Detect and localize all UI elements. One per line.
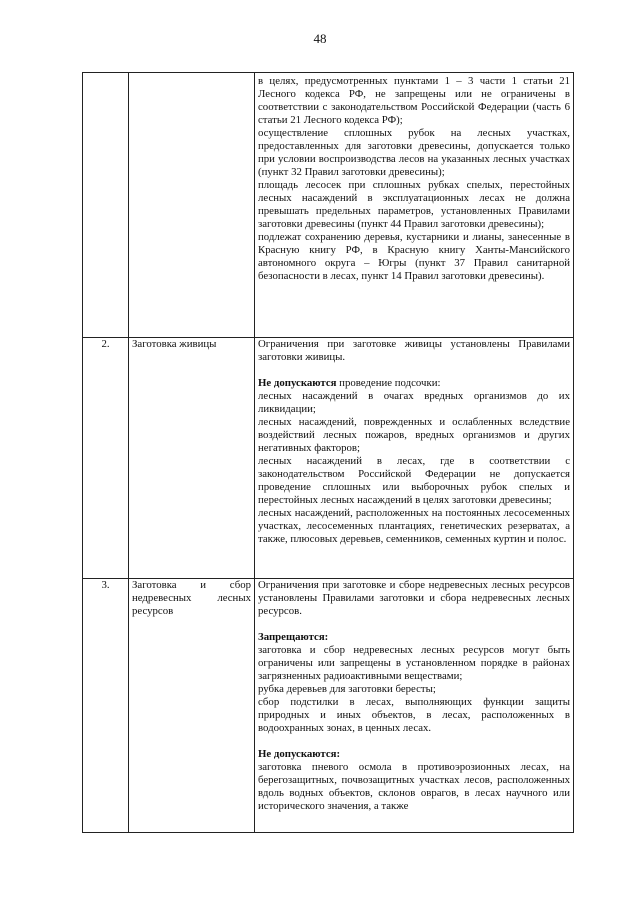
section-heading: Не допускаются:: [258, 748, 341, 760]
text-paragraph: лесных насаждений в очагах вредных организмов до их ликвидации;: [258, 390, 570, 415]
text-paragraph: заготовка пневого осмола в противоэрозионных лесах, на берегозащитных, почвозащитных участках лесов, расположенных вдоль водных объектов, склонов оврагов, в лесах научного или исторического значения, а также: [258, 761, 570, 812]
restrictions-text: [255, 338, 574, 579]
text-paragraph: рубка деревьев для заготовки бересты;: [258, 683, 436, 695]
restrictions-text: [255, 579, 574, 833]
text-paragraph: лесных насаждений, расположенных на постоянных лесосеменных участках, лесосеменных плантациях, генетических резерватах, а также, плюсовых деревьев, семенников, семенных куртин и полос.: [258, 507, 570, 545]
section-heading: Запрещаются:: [258, 631, 329, 643]
text-paragraph: подлежат сохранению деревья, кустарники и лианы, занесенные в Красную книгу РФ, в Красную книгу Ханты-Мансийского автономного округа – Югры (пункт 37 Правил санитарной безопасности в лесах, пункт 14 Правил заготовки древесины).: [258, 231, 570, 282]
activity-name: [129, 73, 255, 338]
activity-name: Заготовка и сбор недревесных лесных ресурсов: [129, 579, 255, 833]
activity-name: Заготовка живицы: [129, 338, 255, 579]
restrictions-table: [82, 72, 574, 833]
page-number: 48: [313, 31, 327, 46]
text-paragraph: лесных насаждений, поврежденных и ослабленных вследствие воздействий лесных пожаров, вредных организмов и других негативных факторов;: [258, 416, 570, 454]
row-number: [83, 73, 129, 338]
text-paragraph: осуществление сплошных рубок на лесных участках, предоставленных для заготовки древесины, допускается только при условии воспроизводства лесов на указанных лесных участках (пункт 32 Правил заготовки древесины);: [258, 127, 570, 178]
restrictions-text: [255, 73, 574, 338]
text-paragraph: в целях, предусмотренных пунктами 1 – 3 части 1 статьи 21 Лесного кодекса РФ, не запрещены или не ограничены в соответствии с законодательством Российской Федерации (часть 6 статьи 21 Лесного кодекса РФ);: [258, 75, 570, 126]
intro-paragraph: Ограничения при заготовке и сборе недревесных лесных ресурсов установлены Правилами заготовки и сбора недревесных лесных ресурсов.: [258, 579, 570, 617]
text-paragraph: площадь лесосек при сплошных рубках спелых, перестойных лесных насаждений в эксплуатационных лесах не должна превышать предельных параметров, установленных Правилами заготовки древесины (пункт 44 Правил заготовки древесины);: [258, 179, 570, 230]
table-row: [83, 338, 574, 579]
text-paragraph: заготовка и сбор недревесных лесных ресурсов могут быть ограничены или запрещены в установленном порядке в районах загрязненных радиоактивными веществами;: [258, 644, 570, 682]
text-paragraph: сбор подстилки в лесах, выполняющих функции защиты природных и иных объектов, в лесах, расположенных в водоохранных зонах, в ценных лесах.: [258, 696, 570, 734]
heading-bold: Не допускаются: [258, 377, 337, 389]
text-paragraph: лесных насаждений в лесах, где в соответствии с законодательством Российской Федерации не допускается проведение сплошных или выборочных рубок спелых и перестойных лесных насаждений в целях заготовки древесины;: [258, 455, 570, 506]
table-row: [83, 73, 574, 338]
row-number: 3.: [83, 579, 129, 833]
row-number: 2.: [83, 338, 129, 579]
intro-paragraph: Ограничения при заготовке живицы установлены Правилами заготовки живицы.: [258, 338, 570, 363]
table-row: [83, 579, 574, 833]
heading-rest: проведение подсочки:: [336, 377, 441, 389]
section-heading: [258, 377, 570, 390]
